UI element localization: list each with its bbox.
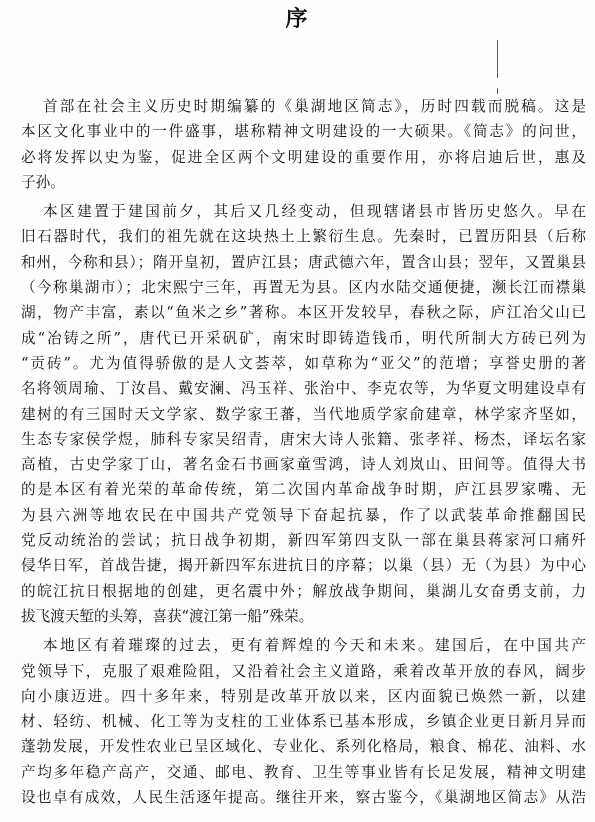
text-line: 蓬勃发展，开发性农业已呈区域化、专业化、系列化格局，粮食、棉花、油料、水 (21, 738, 586, 756)
text-line: 首部在社会主义历史时期编纂的《巢湖地区简志》，历时四载而脱稿。这是 (43, 98, 586, 115)
text-line: 的是本区有着光荣的革命传统，第二次国内革命战争时期，庐江县罗家嘴、无 (21, 481, 586, 499)
text-line: 旧石器时代，我们的祖先就在这块热土上繁衍生息。先秦时，已置历阳县（后称 (21, 228, 586, 246)
text-line: 必将发挥以史为鉴，促进全区两个文明建设的重要作用，亦将启迪后世，惠及 (21, 148, 586, 166)
text-line: 设也卓有成效，人民生活逐年提高。继往开来，察古鉴今，《巢湖地区简志》从浩 (21, 789, 586, 807)
text-line: 成“冶铸之所”，唐代已开采矾矿，南宋时即铸造钱币，明代所制大方砖已列为 (21, 329, 586, 347)
text-line: 的皖江抗日根据地的创建，更名震中外；解放战争期间，巢湖儿女奋勇支前，力 (21, 582, 586, 600)
text-line: 子孙。 (21, 173, 65, 191)
text-line: 材、轻纺、机械、化工等为支柱的工业体系已基本形成，乡镇企业更日新月异而 (21, 713, 586, 731)
text-line: 为县六洲等地农民在中国共产党领导下奋起抗暴，作了以武装革命推翻国民 (21, 506, 586, 524)
text-line: 侵华日军，首战告捷，揭开新四军东进抗日的序幕；以巢（县）无（为县）为中心 (21, 557, 586, 575)
text-line: 本区建置于建国前夕，其后又几经变动，但现辖诸县市皆历史悠久。早在 (43, 203, 586, 221)
text-line: 名将领周瑜、丁汝昌、戴安澜、冯玉祥、张治中、李克农等，为华夏文明建设卓有 (21, 380, 586, 398)
text-line: 建树的有三国时天文学家、数学家王蕃，当代地质学家俞建章，林学家齐坚如， (21, 405, 586, 423)
text-line: 党反动统治的尝试；抗日战争初期，新四军第四支队一部在巢县蒋家河口痛歼 (21, 532, 586, 550)
text-line: 生态专家侯学煜，肺科专家吴绍青，唐宋大诗人张籍、张孝祥、杨杰，译坛名家 (21, 430, 586, 448)
text-line: （今称巢湖市）；北宋熙宁三年，再置无为县。区内水陆交通便捷，濒长江而襟巢 (21, 279, 586, 297)
text-line: 产均多年稳产高产，交通、邮电、教育、卫生等事业皆有长足发展，精神文明建 (21, 763, 586, 781)
text-line: 和州，今称和县）；隋开皇初，置庐江县；唐武德六年，置含山县；翌年，又置巢县 (21, 253, 586, 271)
scan-mark (497, 88, 498, 94)
text-line: 向小康迈进。四十多年来，特别是改革开放以来，区内面貌已焕然一新，以建 (21, 687, 586, 705)
scan-mark (497, 40, 498, 78)
text-line: 党领导下，克服了艰难险阻，又沿着社会主义道路，乘着改革开放的春风，阔步 (21, 662, 586, 680)
text-line: “贡砖”。尤为值得骄傲的是人文荟萃，如草称为“亚父”的范增；享誉史册的著 (21, 354, 586, 372)
text-line: 高植，古史学家丁山，著名金石书画家童雪鸿，诗人刘岚山、田间等。值得大书 (21, 456, 586, 474)
text-line: 本区文化事业中的一件盛事，堪称精神文明建设的一大硕果。《简志》的问世， (21, 123, 586, 141)
text-line: 本地区有着璀璨的过去，更有着辉煌的今天和未来。建国后，在中国共产 (43, 637, 586, 655)
body-text (21, 94, 586, 810)
page-title: 序 (285, 7, 310, 32)
text-line: 湖，物产丰富，素以“鱼米之乡”著称。本区开发较早，春秋之际，庐江冶父山已 (21, 304, 586, 322)
text-line: 拔飞渡天堑的头筹，喜获“渡江第一船”殊荣。 (21, 607, 314, 625)
